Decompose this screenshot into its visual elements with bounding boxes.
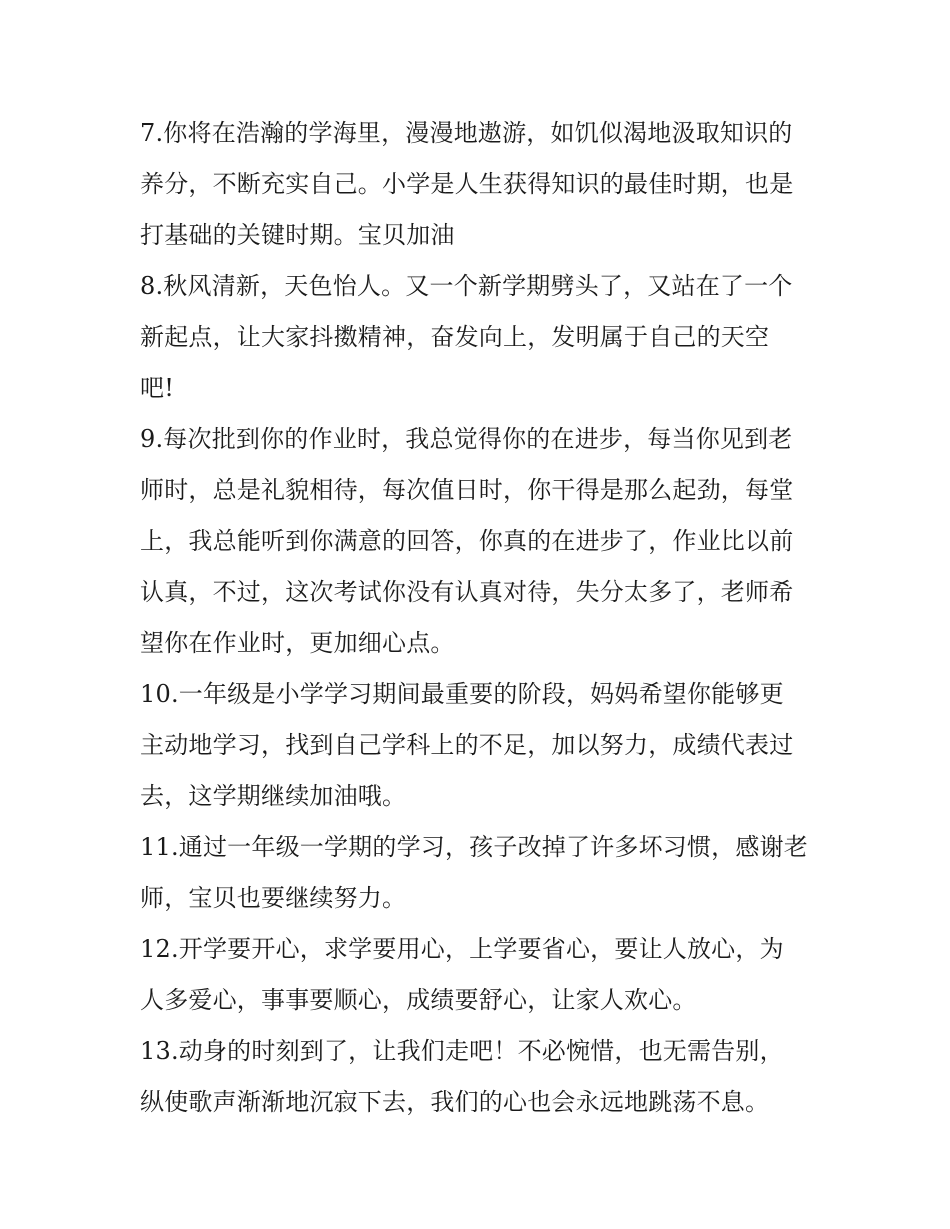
- text-line: 12.开学要开心，求学要用心，上学要省心，要让人放心，为: [140, 935, 784, 963]
- text-line: 师时，总是礼貌相待，每次值日时，你干得是那么起劲，每堂: [140, 476, 794, 504]
- paragraph-10: [140, 669, 830, 822]
- text-line: 9.每次批到你的作业时，我总觉得你的在进步，每当你见到老: [140, 425, 793, 453]
- text-line: 上，我总能听到你满意的回答，你真的在进步了，作业比以前: [140, 527, 794, 555]
- text-line: 望你在作业时，更加细心点。: [140, 629, 455, 657]
- paragraph-12: [140, 924, 830, 1026]
- text-line: 认真，不过，这次考试你没有认真对待，失分太多了，老师希: [140, 578, 794, 606]
- text-line: 新起点，让大家抖擞精神，奋发向上，发明属于自己的天空: [140, 323, 770, 351]
- paragraph-9: [140, 414, 830, 669]
- paragraph-11: [140, 822, 830, 924]
- text-line: 10.一年级是小学学习期间最重要的阶段，妈妈希望你能够更: [140, 680, 784, 708]
- text-line: 师，宝贝也要继续努力。: [140, 884, 407, 912]
- paragraph-13: [140, 1026, 830, 1128]
- text-line: 人多爱心，事事要顺心，成绩要舒心，让家人欢心。: [140, 986, 697, 1014]
- text-line: 7.你将在浩瀚的学海里，漫漫地遨游，如饥似渴地汲取知识的: [140, 119, 793, 147]
- paragraph-8: [140, 261, 830, 414]
- text-line: 打基础的关键时期。宝贝加油: [140, 221, 455, 249]
- text-line: 养分，不断充实自己。小学是人生获得知识的最佳时期，也是: [140, 170, 794, 198]
- text-line: 吧!: [140, 374, 175, 402]
- paragraph-7: [140, 108, 830, 261]
- document-body: [140, 108, 830, 1128]
- text-line: 主动地学习，找到自己学科上的不足，加以努力，成绩代表过: [140, 731, 794, 759]
- text-line: 13.动身的时刻到了，让我们走吧！不必惋惜，也无需告别，: [140, 1037, 784, 1065]
- text-line: 纵使歌声渐渐地沉寂下去，我们的心也会永远地跳荡不息。: [140, 1088, 770, 1116]
- text-line: 8.秋风清新，天色怡人。又一个新学期劈头了，又站在了一个: [140, 272, 793, 300]
- text-line: 11.通过一年级一学期的学习，孩子改掉了许多坏习惯，感谢老: [140, 833, 808, 861]
- text-line: 去，这学期继续加油哦。: [140, 782, 407, 810]
